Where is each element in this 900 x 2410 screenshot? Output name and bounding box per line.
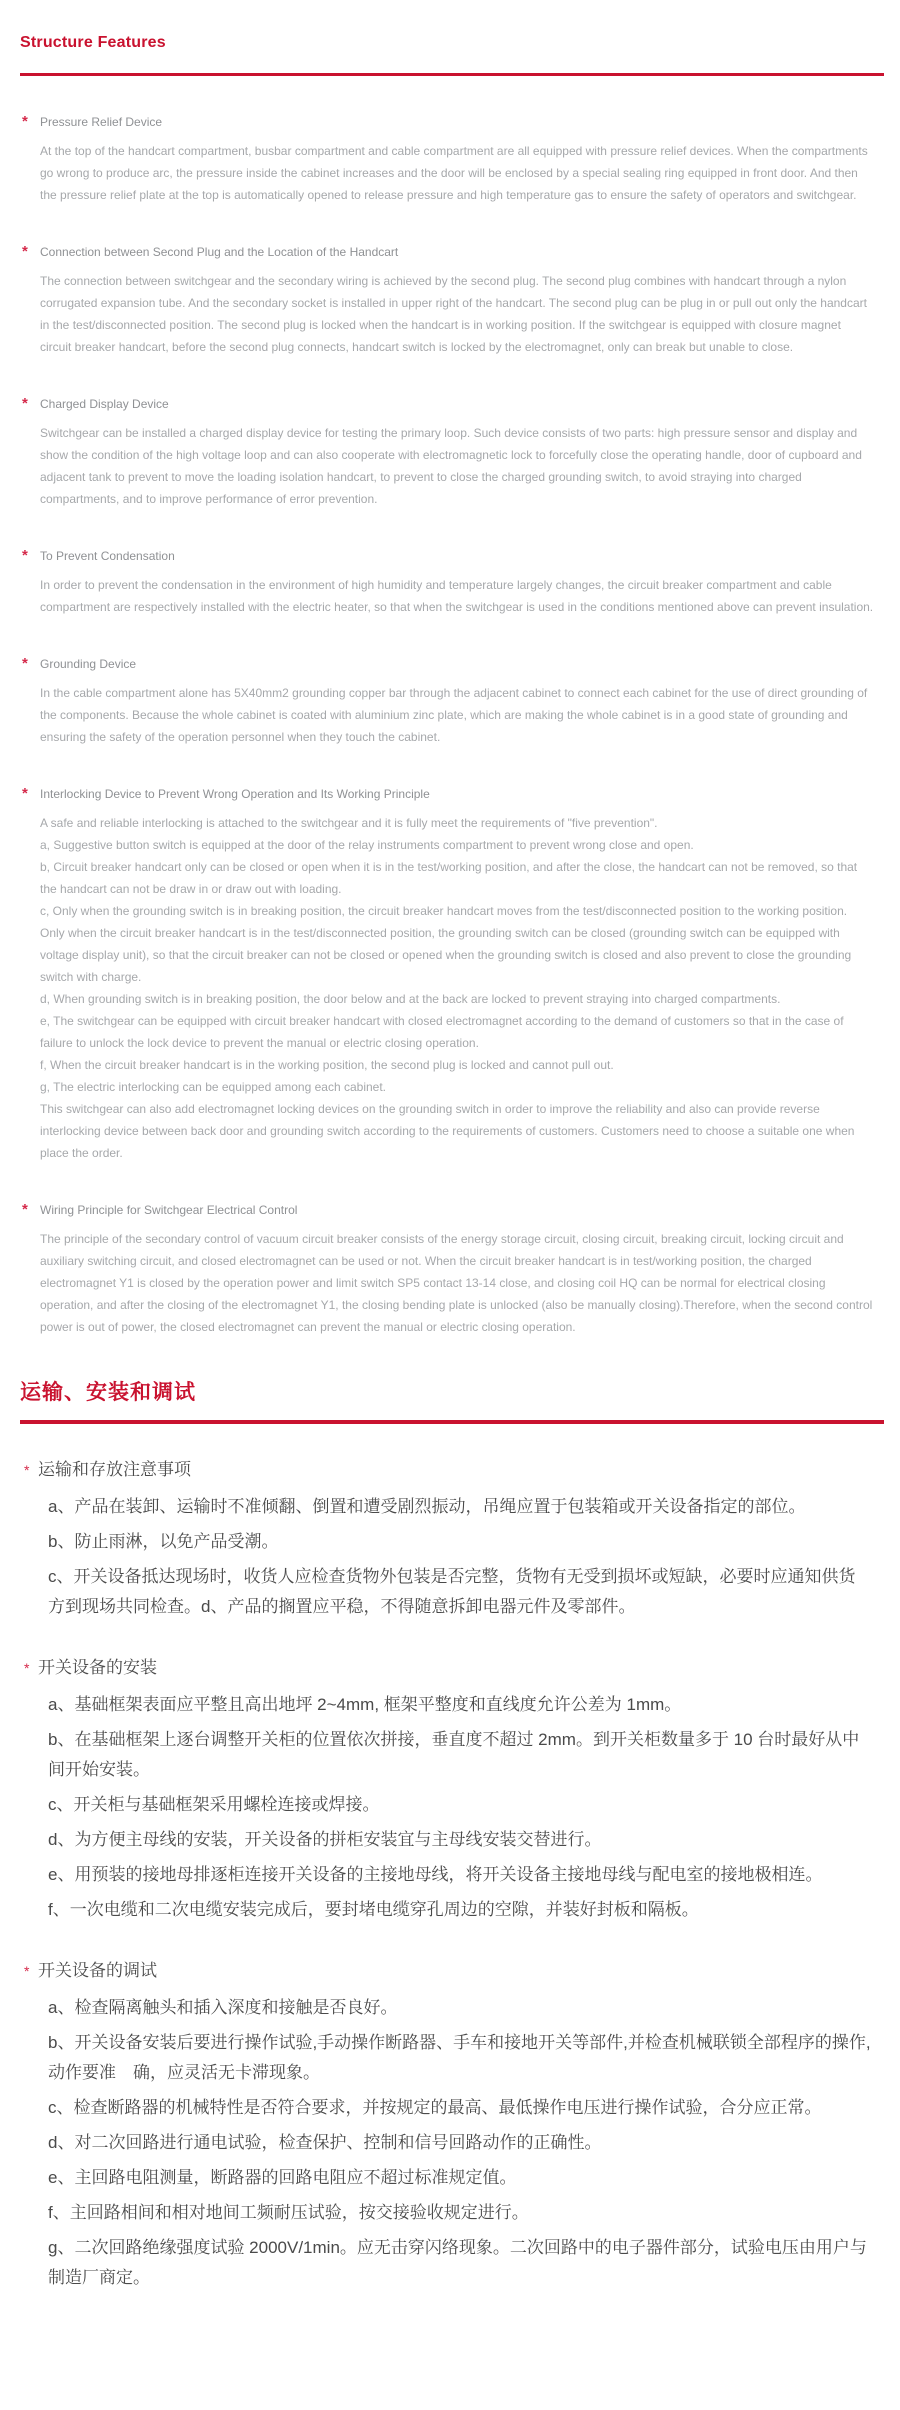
- header-rule: [20, 1420, 884, 1424]
- paragraph: The principle of the secondary control of vacuum circuit breaker consists of the energy storage circuit, closing circuit, breaking circuit, locking circuit and auxiliary switching circuit, and closed electromagnet can be used or not. When the circuit breaker handcart is in test/working position, the charged electromagnet Y1 is closed by the operation power and limit switch SP5 contact 13-14 close, and closing coil HQ can be normal for electrical closing operation, and after the closing of the electromagnet Y1, the closing bending plate is unlocked (also be manually closing).Therefore, when the second control power is out of power, the closed electromagnet can prevent the manual or electric closing operation.: [40, 1232, 873, 1334]
- header-rule: [20, 73, 884, 76]
- list-item: c、开关柜与基础框架采用螺栓连接或焊接。: [48, 1795, 380, 1814]
- paragraph: In order to prevent the condensation in the environment of high humidity and temperature largely changes, the circuit breaker compartment and cable compartment are respectively installed with the electric heater, so that when the switchgear is used in the conditions mentioned above can prevent insulation.: [40, 578, 874, 614]
- section-body: [40, 270, 874, 358]
- asterisk-icon: *: [24, 1660, 30, 1676]
- section-body: [40, 140, 874, 206]
- list-item: b、开关设备安装后要进行操作试验,手动操作断路器、手车和接地开关等部件,并检查机械联锁全部程序的操作,动作要准 确，应灵活无卡滞现象。: [48, 2033, 871, 2082]
- page-title-en: Structure Features: [20, 34, 166, 51]
- list-item: b、在基础框架上逐台调整开关柜的位置依次拼接，垂直度不超过 2mm。到开关柜数量多于 10 台时最好从中间开始安装。: [48, 1730, 860, 1779]
- section-title: 运输和存放注意事项: [38, 1460, 191, 1479]
- list-item: a、基础框架表面应平整且高出地坪 2~4mm, 框架平整度和直线度允许公差为 1mm。: [48, 1695, 682, 1714]
- section-switchgear-installation: [12, 1656, 886, 1925]
- paragraph: In the cable compartment alone has 5X40mm2 grounding copper bar through the adjacent cabinet to connect each cabinet for the use of direct grounding of the components. Because the whole cabinet is coated with aluminium zinc plate, which are making the whole cabinet is in a good state of grounding and ensuring the safety of the operation personnel when they touch the cabinet.: [40, 686, 868, 744]
- list-item: c、检查断路器的机械特性是否符合要求，并按规定的最高、最低操作电压进行操作试验，合分应正常。: [48, 2098, 822, 2117]
- paragraph: b, Circuit breaker handcart only can be closed or open when it is in the test/working position, and after the close, the handcart can not be removed, so that the handcart can not be draw in or draw out with loading.: [40, 860, 858, 896]
- section-second-plug-connection: [12, 242, 886, 358]
- list-item: e、用预装的接地母排逐柜连接开关设备的主接地母线，将开关设备主接地母线与配电室的接地极相连。: [48, 1865, 823, 1884]
- paragraph: At the top of the handcart compartment, busbar compartment and cable compartment are all equipped with pressure relief devices. When the compartments go wrong to produce arc, the pressure inside the cabinet increases and the door will be enclosed by a special sealing ring equipped in front door. And then the pressure relief plate at the top is automatically opened to release pressure and high temperature gas to ensure the safety of operators and switchgear.: [40, 144, 868, 202]
- page-title-cn: 运输、安装和调试: [20, 1381, 196, 1404]
- paragraph: The connection between switchgear and the secondary wiring is achieved by the second plug. The second plug combines with handcart through a nylon corrugated expansion tube. And the secondary socket is installed in upper right of the handcart. The second plug can be plug in or pull out only the handcart in the test/disconnected position. The second plug is locked when the handcart is in working position. If the switchgear is equipped with closure magnet circuit breaker handcart, before the second plug connects, handcart switch is locked by the electromagnet, only can break but unable to close.: [40, 274, 867, 354]
- list-item: b、防止雨淋，以免产品受潮。: [48, 1532, 279, 1551]
- asterisk-icon: *: [22, 113, 28, 130]
- section-switchgear-commissioning: [12, 1959, 886, 2293]
- section-title: To Prevent Condensation: [40, 549, 175, 563]
- section-heading: [22, 242, 874, 262]
- section-heading: [22, 546, 874, 566]
- list-item: d、为方便主母线的安装，开关设备的拼柜安装宜与主母线安装交替进行。: [48, 1830, 602, 1849]
- list-item: e、主回路电阻测量，断路器的回路电阻应不超过标准规定值。: [48, 2168, 517, 2187]
- section-title: 开关设备的安装: [38, 1658, 157, 1677]
- section-body: [40, 574, 874, 618]
- section-title: Wiring Principle for Switchgear Electrical Control: [40, 1203, 298, 1217]
- section-title: Interlocking Device to Prevent Wrong Operation and Its Working Principle: [40, 787, 430, 801]
- list-item: f、一次电缆和二次电缆安装完成后，要封堵电缆穿孔周边的空隙，并装好封板和隔板。: [48, 1900, 699, 1919]
- asterisk-icon: *: [24, 1963, 30, 1979]
- paragraph: A safe and reliable interlocking is attached to the switchgear and it is fully meet the requirements of "five prevention".: [40, 816, 658, 830]
- section-body: [40, 1228, 874, 1338]
- list-item: g、二次回路绝缘强度试验 2000V/1min。应无击穿闪络现象。二次回路中的电子器件部分，试验电压由用户与制造厂商定。: [48, 2238, 867, 2287]
- page-header-structure-features: [12, 34, 886, 76]
- section-title: Pressure Relief Device: [40, 115, 163, 129]
- section-heading: [22, 1200, 874, 1220]
- asterisk-icon: *: [22, 1201, 28, 1218]
- section-heading: [22, 654, 874, 674]
- section-grounding-device: [12, 654, 886, 748]
- section-heading: [22, 784, 874, 804]
- page-header-transport-install: [12, 1376, 886, 1424]
- section-title: Connection between Second Plug and the Location of the Handcart: [40, 245, 399, 259]
- list-item: a、产品在装卸、运输时不准倾翻、倒置和遭受剧烈振动，吊绳应置于包装箱或开关设备指定的部位。: [48, 1497, 806, 1516]
- section-title: Grounding Device: [40, 657, 137, 671]
- asterisk-icon: *: [22, 395, 28, 412]
- list-item: a、检查隔离触头和插入深度和接触是否良好。: [48, 1998, 398, 2017]
- paragraph: a, Suggestive button switch is equipped at the door of the relay instruments compartment to prevent wrong close and open.: [40, 838, 694, 852]
- section-body: [40, 812, 874, 1164]
- section-heading: [22, 112, 874, 132]
- asterisk-icon: *: [22, 655, 28, 672]
- paragraph: c, Only when the grounding switch is in breaking position, the circuit breaker handcart moves from the test/disconnected position to the working position. Only when the circuit breaker handcart is in the test/disconnected position, the grounding switch can be closed (grounding switch can be equipped with voltage display unit), so that the circuit breaker can not be closed or opened when the grounding switch is closed and also prevent to close the grounding switch with charge.: [40, 904, 852, 984]
- list-item: f、主回路相间和相对地间工频耐压试验，按交接验收规定进行。: [48, 2203, 529, 2222]
- list-item: c、开关设备抵达现场时，收货人应检查货物外包装是否完整，货物有无受到损坏或短缺，必要时应通知供货方到现场共同检查。d、产品的搁置应平稳，不得随意拆卸电器元件及零部件。: [48, 1567, 856, 1616]
- section-heading: [24, 1959, 872, 1983]
- asterisk-icon: *: [22, 243, 28, 260]
- asterisk-icon: *: [22, 785, 28, 802]
- section-heading: [22, 394, 874, 414]
- list-item: d、对二次回路进行通电试验，检查保护、控制和信号回路动作的正确性。: [48, 2133, 602, 2152]
- asterisk-icon: *: [22, 547, 28, 564]
- section-body: [40, 682, 874, 748]
- section-body: [48, 1690, 872, 1925]
- section-interlocking-device: [12, 784, 886, 1164]
- paragraph: g, The electric interlocking can be equipped among each cabinet.: [40, 1080, 387, 1094]
- section-heading: [24, 1458, 872, 1482]
- paragraph: This switchgear can also add electromagnet locking devices on the grounding switch in order to improve the reliability and also can provide reverse interlocking device between back door and grounding switch according to the requirements of customers. Customers need to choose a suitable one when place the order.: [40, 1102, 855, 1160]
- section-pressure-relief-device: [12, 112, 886, 206]
- section-body: [48, 1993, 872, 2293]
- section-body: [48, 1492, 872, 1622]
- paragraph: Switchgear can be installed a charged display device for testing the primary loop. Such device consists of two parts: high pressure sensor and display and show the condition of the high voltage loop and can also cooperate with electromagnetic lock to forcefully close the operating handle, door of cupboard and adjacent tank to prevent to move the loading isolation handcart, to prevent to close the charged grounding switch, to avoid straying into charged compartments, and to improve performance of error prevention.: [40, 426, 862, 506]
- section-prevent-condensation: [12, 546, 886, 618]
- paragraph: d, When grounding switch is in breaking position, the door below and at the back are locked to prevent straying into charged compartments.: [40, 992, 781, 1006]
- section-body: [40, 422, 874, 510]
- asterisk-icon: *: [24, 1462, 30, 1478]
- paragraph: f, When the circuit breaker handcart is in the working position, the second plug is locked and cannot pull out.: [40, 1058, 614, 1072]
- paragraph: e, The switchgear can be equipped with circuit breaker handcart with closed electromagnet according to the demand of customers so that in the case of failure to unlock the lock device to prevent the manual or electric closing operation.: [40, 1014, 844, 1050]
- section-title: Charged Display Device: [40, 397, 169, 411]
- section-heading: [24, 1656, 872, 1680]
- section-transport-storage-notes: [12, 1458, 886, 1622]
- section-wiring-principle: [12, 1200, 886, 1338]
- section-title: 开关设备的调试: [38, 1961, 157, 1980]
- section-charged-display-device: [12, 394, 886, 510]
